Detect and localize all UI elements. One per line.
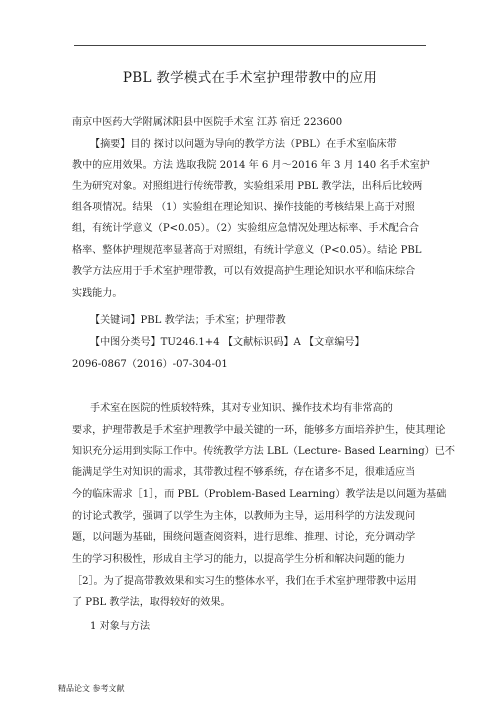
body-line: 的讨论式教学，强调了以学生为主体，以教师为主导，运用科学的方法发现问 — [72, 511, 416, 522]
body-line: 知识充分运用到实际工作中。传统教学方法 LBL（Lecture- Based Learning）已不 — [72, 446, 455, 457]
page-title: PBL 教学模式在手术室护理带教中的应用 — [122, 70, 378, 86]
abstract-line: 教中的应用效果。方法 选取我院 2014 年 6 月～2016 年 3 月 140 名手术室护 — [72, 160, 430, 171]
section-heading: 1 对象与方法 — [90, 621, 151, 632]
page-footer: 精品论文 参考文献 — [58, 684, 125, 693]
abstract-line: 生为研究对象。对照组进行传统带教，实验组采用 PBL 教学法，出科后比较两 — [72, 181, 423, 192]
keywords: 【关键词】PBL 教学法；手术室；护理带教 — [90, 315, 286, 326]
body-line: 了 PBL 教学法，取得较好的效果。 — [72, 597, 231, 608]
abstract-line: 组各项情况。结果 （1）实验组在理论知识、操作技能的考核结果上高于对照 — [72, 202, 415, 213]
article-number: 2096-0867（2016）-07-304-01 — [72, 359, 228, 370]
abstract-line: 实践能力。 — [72, 288, 123, 299]
body-line: 生的学习积极性，形成自主学习的能力，以提高学生分析和解决问题的能力 — [72, 554, 406, 565]
body-line: 今的临床需求［1］，而 PBL（Problem-Based Learning）教学法是以问题为基础 — [72, 489, 447, 500]
abstract-line: 格率、整体护理规范率显著高于对照组，有统计学意义（P<0.05）。结论 PBL — [72, 245, 422, 256]
header-rule — [74, 45, 426, 46]
abstract-line: 【摘要】目的 探讨以问题为导向的教学方法（PBL）在手术室临床带 — [90, 139, 397, 150]
classification: 【中图分类号】TU246.1+4 【文献标识码】A 【文章编号】 — [90, 337, 365, 348]
abstract-line: 教学方法应用于手术室护理带教，可以有效提高护生理论知识水平和临床综合 — [72, 266, 416, 277]
body-line: 能满足学生对知识的需求，其带教过程不够系统，存在诸多不足，很难适应当 — [72, 467, 416, 478]
body-line: 手术室在医院的性质较特殊，其对专业知识、操作技术均有非常高的 — [90, 403, 393, 414]
abstract-line: 组，有统计学意义（P<0.05）。（2）实验组应急情况处理达标率、手术配合合 — [72, 223, 419, 234]
body-line: ［2］。为了提高带教效果和实习生的整体水平，我们在手术室护理带教中运用 — [72, 576, 417, 587]
affiliation: 南京中医药大学附属沭阳县中医院手术室 江苏 宿迁 223600 — [72, 117, 343, 128]
body-line: 题，以问题为基础，围绕问题查阅资料，进行思维、推理、讨论，充分调动学 — [72, 532, 416, 543]
body-line: 要求，护理带教是手术室护理教学中最关键的一环，能够多方面培养护生，使其理论 — [72, 425, 446, 436]
